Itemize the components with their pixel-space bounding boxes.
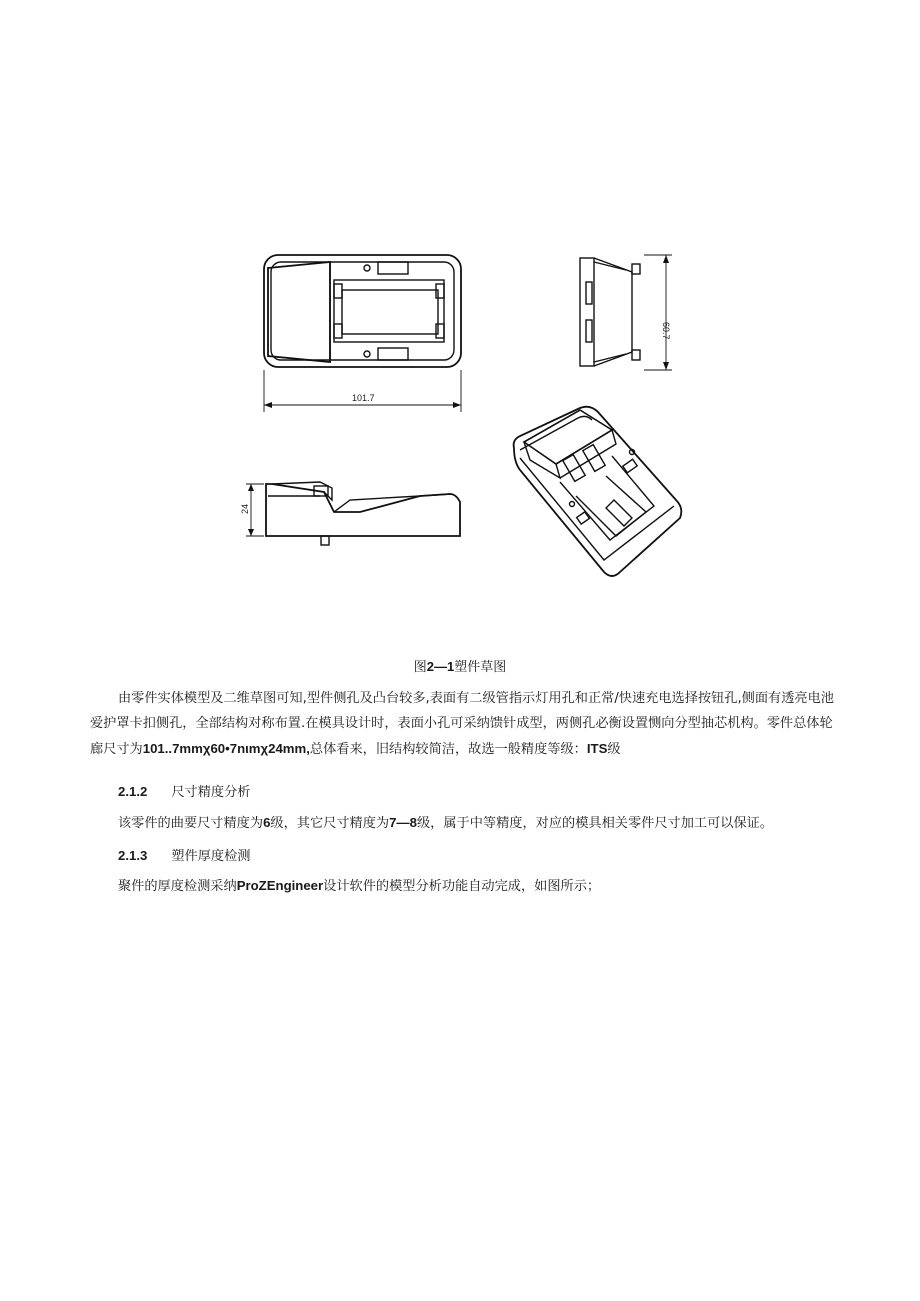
software-name: ProZEngineer xyxy=(236,878,324,893)
front-view-drawing xyxy=(246,482,460,545)
part-sketch-figure xyxy=(0,0,920,640)
section-title: 尺寸精度分析 xyxy=(171,785,251,800)
depth-dimension-label: 24 xyxy=(240,503,250,514)
side-view-drawing xyxy=(580,255,672,370)
para2-text-b: 级，其它尺寸精度为 xyxy=(270,816,390,831)
height-dimension-label: 60.7 xyxy=(661,322,671,340)
para3-text-b: 设计软件的模型分析功能自动完成，如图所示； xyxy=(323,879,601,894)
main-accuracy-grade: 6 xyxy=(263,815,271,830)
para1-text-b: 总体看来，旧结构较简洁，故选一般精度等级： xyxy=(309,742,587,757)
caption-prefix: 图 xyxy=(413,660,427,675)
para2-text-c: 级，属于中等精度，对应的模具相关零件尺寸加工可以保证。 xyxy=(416,816,774,831)
section-heading-2-1-2 xyxy=(118,781,250,800)
caption-text: 塑件草图 xyxy=(454,660,507,675)
top-view-drawing xyxy=(264,255,461,412)
section-title: 塑件厚度检测 xyxy=(171,849,251,864)
paragraph-dimensional-accuracy xyxy=(118,810,838,836)
para1-text-c: 级 xyxy=(607,742,621,757)
para2-text-a: 该零件的曲要尺寸精度为 xyxy=(118,816,264,831)
precision-grade: ITS xyxy=(586,741,608,756)
section-number: 2.1.2 xyxy=(118,784,148,799)
overall-dimensions: 101..7mmχ60•7nιmχ24mm, xyxy=(142,741,310,756)
width-dimension-label: 101.7 xyxy=(352,393,375,403)
figure-caption xyxy=(0,656,920,675)
isometric-view-drawing xyxy=(514,407,682,576)
paragraph-part-analysis xyxy=(90,686,840,762)
other-accuracy-grade: 7—8 xyxy=(389,815,417,830)
caption-number: 2—1 xyxy=(426,659,455,674)
section-heading-2-1-3 xyxy=(118,845,250,864)
paragraph-thickness-check xyxy=(118,873,838,899)
para3-text-a: 聚件的厚度检测采纳 xyxy=(118,879,237,894)
para1-text-a: 由零件实体模型及二维草图可知,型件侧孔及凸台较多,表面有二级管指示灯用孔和正常/快速充电选择按钮孔,侧面有透亮电池爱护罩卡扣侧孔，全部结构对称布置.在模具设计时，表面小孔可采纳馈针成型，两侧孔必衡设置恻向分型抽芯机构。零件总体轮廊尺寸为 xyxy=(90,691,834,757)
section-number: 2.1.3 xyxy=(118,848,148,863)
